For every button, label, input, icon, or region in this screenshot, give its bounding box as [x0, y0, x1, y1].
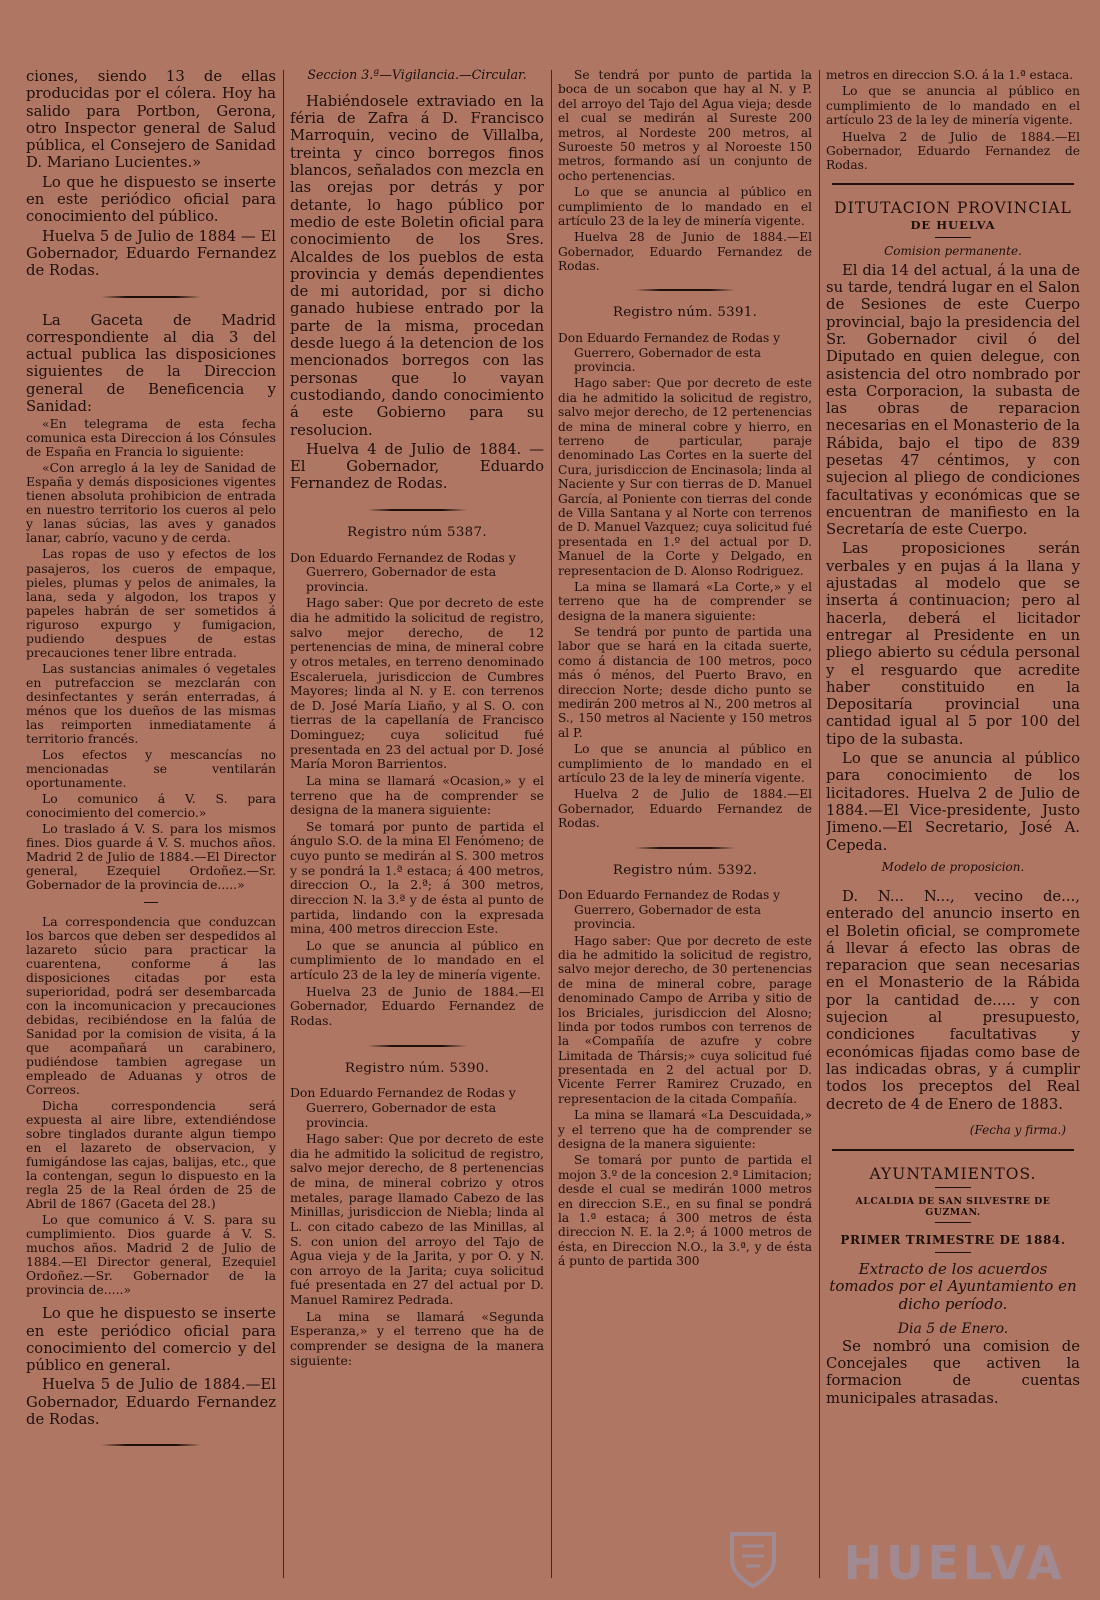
column-1	[26, 68, 276, 1580]
alcaldia-title: ALCALDIA DE SAN SILVESTRE DE GUZMAN.	[855, 1196, 1051, 1219]
paragraph: Las sustancias animales ó vegetales en putrefaccion se mezclarán con desinfectantes y serán enterradas, á ménos que los dueños de las mismas las reimporten inmediatamente á territorio francés.	[26, 660, 276, 746]
short-rule	[935, 1187, 971, 1188]
column-rule-3	[819, 70, 820, 1578]
section-title: AYUNTAMIENTOS.	[869, 1165, 1037, 1183]
paragraph: Lo que se anuncia al público en cumplimiento de lo mandado en el artículo 23 de la ley de minería vigente.	[558, 742, 812, 785]
registro-title: Registro núm 5387.	[347, 524, 487, 540]
paragraph: Huelva 5 de Julio de 1884.—El Gobernador, Eduardo Fernandez de Rodas.	[26, 1376, 276, 1429]
extracto-heading: Extracto de los acuerdos tomados por el Ayuntamiento en dicho período.	[829, 1259, 1077, 1313]
paragraph: Se tendrá por punto de partida una labor que se hará en la citada suerte, como á distancia de 100 metros, poco más ó ménos, del Puerto Bravo, en direccion Norte; desde dicho punto se medirán 200 metros al N., 200 metros al S., 150 metros al Naciente y 150 metros al P.	[558, 625, 812, 740]
section-heading: Seccion 3.ª—Vigilancia.—Circular.	[307, 68, 527, 82]
paragraph: Habiéndosele extraviado en la féria de Zafra á D. Francisco Marroquin, vecino de Villalba, treinta y cinco borregos finos blancos, señalados con mezcla en las orejas por detrás y por detante, lo hago público por medio de este Boletin oficial para conocimiento de los Sres. Alcaldes de los pueblos de esta provincia y demás dependientes de mi autoridad, por si dicho ganado hubiese entrado por la parte de la misma, procedan desde luego á la detencion de los mencionados borregos con las personas que lo vayan custodiando, dando conocimiento á este Gobierno para su resolucion.	[290, 92, 544, 439]
paragraph: Los efectos y mescancías no mencionadas se ventilarán oportunamente.	[26, 746, 276, 790]
separator	[635, 847, 735, 849]
dash-separator	[144, 902, 158, 903]
shield-icon	[728, 1530, 778, 1590]
paragraph: «En telegrama de esta fecha comunica esta Direccion á los Cónsules de España en Francia lo siguiente:	[26, 416, 276, 460]
section-subtitle: DE HUELVA	[910, 218, 996, 233]
paragraph: Lo que se anuncia al público para conocimiento de los licitadores. Huelva 2 de Julio de 1884.—El Vice-presidente, Justo Jimeno.—El Secretario, José A. Cepeda.	[826, 750, 1080, 854]
separator	[101, 1444, 201, 1446]
separator	[367, 509, 467, 511]
paragraph: Lo que he dispuesto se inserte en este periódico oficial para conocimiento del público.	[26, 173, 276, 226]
paragraph: Huelva 28 de Junio de 1884.—El Gobernador, Eduardo Fernandez de Rodas.	[558, 230, 812, 274]
officer-line: Don Eduardo Fernandez de Rodas y Guerrero, Gobernador de esta provincia.	[558, 888, 781, 932]
paragraph: Hago saber: Que por decreto de este dia he admitido la solicitud de registro, salvo mejor derecho, de 30 pertenencias de mina de mineral cobre, parage denominado Campo de Arriba y sitio de los Briciales, jurisdiccion del Alosno; linda por todos rumbos con terrenos de la «Compañía de azufre y cobre Limitada de Thársis;» cuya solicitud fué presentada en 2 del actual por D. Vicente Ferrer Ramirez Cruzado, en representacion de la citada Compañía.	[558, 933, 812, 1106]
paragraph: La correspondencia que conduzcan los barcos que deben ser despedidos al lazareto súcio para practicar la cuarentena, conforme á las disposiciones citadas por esta superioridad, podrá ser desembarcada con la incomunicacion y precauciones debidas, recibiéndose en la falúa de Sanidad por la comision de visita, á la que acompañará un carabinero, pudiéndose tambien agregase un empleado de Aduanas y otros de Correos.	[26, 913, 276, 1098]
commission-label: Comision permanente.	[884, 243, 1022, 258]
paragraph: Lo comunico á V. S. para conocimiento del comercio.»	[26, 790, 276, 820]
paragraph: Hago saber: Que por decreto de este dia he admitido la solicitud de registro, salvo mejor derecho, de 12 pertenencias de mina de mineral cobre y hierro, en terreno de particular, paraje denominado Las Cortes en la suerte del Cura, jurisdiccion de Encinasola; linda al Naciente y Sur con tierras de D. Manuel García, al Poniente con tierras del conde de Villa Santana y al Norte con terrenos de D. Manuel Vazquez; cuya solicitud fué presentada en 1.º del actual por D. Manuel de la Corte y Delgado, en representacion de D. Alonso Rodriguez.	[558, 376, 812, 578]
registro-title: Registro núm. 5391.	[612, 305, 758, 321]
trimestre-title: PRIMER TRIMESTRE DE 1884.	[840, 1233, 1066, 1248]
column-rule-1	[283, 70, 284, 1578]
paragraph: Se tendrá por punto de partida la boca de un socabon que hay al N. y P. del arroyo del Tajo del Agua vieja; desde el cual se medirán al Sureste 200 metros, al Nordeste 200 metros, al Suroeste 50 metros y al Noroeste 150 metros, formando así un conjunto de ocho pertenencias.	[558, 68, 812, 183]
paragraph: D. N... N..., vecino de..., enterado del anuncio inserto en el Boletin oficial, se compromete á llevar á efecto las obras de reparacion que sean necesarias en el Monasterio de la Rábida por la cantidad de..... y con sujecion al presupuesto, condiciones facultativas y económicas fijadas como base de las indicadas obras, y á cumplir todos los preceptos del Real decreto de 4 de Enero de 1883.	[826, 887, 1080, 1113]
paragraph: Lo que se anuncia al público en cumplimiento de lo mandado en el artículo 23 de la ley de minería vigente.	[558, 185, 812, 228]
separator	[367, 1045, 467, 1047]
date-heading: Dia 5 de Enero.	[897, 1321, 1009, 1338]
short-rule	[935, 1222, 971, 1223]
paragraph: La mina se llamará «Segunda Esperanza,» y el terreno que ha de comprender se designa de la manera siguiente:	[290, 1308, 544, 1368]
paragraph: El dia 14 del actual, á la una de su tarde, tendrá lugar en el Salon de Sesiones de este Cuerpo provincial, bajo la presidencia del Sr. Gobernador civil ó del Diputado en quien delegue, con asistencia del otro nombrado por esta Corporacion, la subasta de las obras de reparacion necesarias en el Monasterio de la Rábida, bajo el tipo de 839 pesetas 47 céntimos, y con sujecion al pliego de condiciones facultativas y económicas que se encuentran de manifiesto en la Secretaría de este Cuerpo.	[826, 261, 1080, 539]
fecha-firma: (Fecha y firma.)	[969, 1122, 1066, 1137]
officer-line: Don Eduardo Fernandez de Rodas y Guerrero, Gobernador de esta provincia.	[558, 331, 781, 375]
column-3	[558, 68, 812, 1580]
paragraph: Se tomará por punto de partida el mojon 3.º de la concesion 2.ª Limitacion; desde el cual se medirán 1000 metros en direccion S.E., en su final se pondrá la 1.ª estaca; á 300 metros de ésta direccion N. E. la 2.ª; á 1000 metros de ésta, en Direccion N.O., la 3.ª, y de ésta á punto de partida 300	[558, 1153, 812, 1269]
modelo-label: Modelo de proposicion.	[881, 859, 1025, 874]
paragraph: Las proposiciones serán verbales y en pujas á la llana y ajustadas al modelo que se inserta á continuacion; pero al hacerla, deberá el licitador entregar al Presidente en un pliego abierto su cédula personal y el resguardo que acredite haber constituido en la Depositaría provincial una cantidad igual al 5 por 100 del tipo de la subasta.	[826, 540, 1080, 748]
paragraph: Lo que se anuncia al público en cumplimiento de lo mandado en el artículo 23 de la ley de minería vigente.	[290, 937, 544, 982]
registro-title: Registro núm. 5392.	[612, 862, 758, 878]
column-4	[826, 68, 1080, 1580]
section-rule	[832, 183, 1074, 185]
paragraph: La Gaceta de Madrid correspondiente al dia 3 del actual publica las disposiciones siguientes de la Direccion general de Beneficencia y Sanidad:	[26, 311, 276, 416]
paragraph: ciones, siendo 13 de ellas producidas por el cólera. Hoy ha salido para Portbon, Gerona, otro Inspector general de Salud pública, el Consejero de Sanidad D. Mariano Lucientes.»	[26, 68, 276, 172]
paragraph: «Con arreglo á la ley de Sanidad de España y demás disposiciones vigentes tienen absoluta prohibicion de entrada en nuestro territorio los cueros al pelo y lanas súcias, las aves y ganados lanar, cabrío, vacuno y de cerda.	[26, 460, 276, 546]
paragraph: Se tomará por punto de partida el ángulo S.O. de la mina El Fenómeno; de cuyo punto se medirán al S. 300 metros y se pondrá la 1.ª estaca; á 400 metros, direccion O., la 2.ª; á 300 metros, direccion N. la 3.ª y de ésta al punto de partida, lindando con la expresada mina, 400 metros direccion Este.	[290, 818, 544, 937]
column-2	[290, 68, 544, 1580]
paragraph: Huelva 5 de Julio de 1884 — El Gobernador, Eduardo Fernandez de Rodas.	[26, 227, 276, 280]
paragraph: Lo que se anuncia al público en cumplimiento de lo mandado en el artículo 23 de la ley de minería vigente.	[826, 84, 1080, 128]
paragraph: Lo que comunico á V. S. para su cumplimiento. Dios guarde á V. S. muchos años. Madrid 2 de Julio de 1884.—El Director general, Ezequiel Ordoñez.—Sr. Gobernador de la provincia de.....»	[26, 1212, 276, 1298]
officer-line: Don Eduardo Fernandez de Rodas y Guerrero, Gobernador de esta provincia.	[290, 549, 516, 594]
short-rule	[935, 1252, 971, 1253]
column-rule-2	[551, 70, 552, 1578]
paragraph: Se nombró una comision de Concejales que activen la formacion de cuentas municipales atrasadas.	[826, 1337, 1080, 1407]
separator	[635, 289, 735, 291]
paragraph: La mina se llamará «Ocasion,» y el terreno que ha de comprender se designa de la manera siguiente:	[290, 772, 544, 818]
separator	[101, 296, 201, 298]
paragraph: La mina se llamará «La Descuidada,» y el terreno que ha de comprender se designa de la manera siguiente:	[558, 1108, 812, 1152]
paragraph: Lo que he dispuesto se inserte en este periódico oficial para conocimiento del comercio y del público en general.	[26, 1305, 276, 1375]
paragraph: Lo traslado á V. S. para los mismos fines. Dios guarde á V. S. muchos años. Madrid 2 de Julio de 1884.—El Director general, Ezequiel Ordoñez.—Sr. Gobernador de la provincia de.....»	[26, 820, 276, 892]
registro-title: Registro núm. 5390.	[344, 1060, 490, 1076]
section-rule	[832, 1149, 1074, 1151]
paragraph: metros en direccion S.O. á la 1.ª estaca.	[826, 68, 1074, 82]
paragraph: Huelva 2 de Julio de 1884.—El Gobernador, Eduardo Fernandez de Rodas.	[558, 787, 812, 831]
paragraph: Hago saber: Que por decreto de este dia he admitido la solicitud de registro, salvo mejor derecho, de 12 pertenencias de mina, de mineral cobre y otros metales, en terreno denominado Escaleruela, jurisdiccion de Cumbres Mayores; linda al N. y E. con terrenos de D. José María Liaño, y al S. O. con tierras de la capellanía de Francisco Dominguez; cuya solicitud fué presentada en 23 del actual por D. José María Moron Barrientos.	[290, 595, 544, 772]
paragraph: Huelva 4 de Julio de 1884. — El Gobernador, Eduardo Fernandez de Rodas.	[290, 440, 544, 493]
watermark-logo: HUELVA	[843, 1536, 1066, 1590]
paragraph: Dicha correspondencia será expuesta al aire libre, extendiéndose sobre tinglados durante algun tiempo en el lazareto de observacion, y fumigándose las cajas, balijas, etc., que la contengan, segun lo dispuesto en la regla 25 de la Real órden de 25 de Abril de 1867 (Gaceta del 28.)	[26, 1098, 276, 1212]
officer-line: Don Eduardo Fernandez de Rodas y Guerrero, Gobernador de esta provincia.	[290, 1085, 516, 1130]
paragraph: Las ropas de uso y efectos de los pasajeros, los cueros de empaque, pieles, plumas y pelos de animales, la lana, seda y algodon, los trapos y papeles habrán de ser sometidos á riguroso expurgo y fumigacion, pudiendo despues de estas precauciones tener libre entrada.	[26, 546, 276, 660]
short-rule	[935, 237, 971, 238]
paragraph: Hago saber: Que por decreto de este dia he admitido la solicitud de registro, salvo mejor derecho, de 8 pertenencias de mina, de mineral cobrizo y otros metales, parage llamado Cabezo de las Minillas, jurisdiccion de Niebla; linda al L. con citado cabezo de las Minillas, al S. con union del arroyo del Tajo de Agua vieja y de la Jarita, y por O. y N. con arroyo de la Jarita; cuya solicitud fué presentada en 27 del actual por D. Manuel Ramirez Pedrada.	[290, 1131, 544, 1308]
paragraph: Huelva 2 de Julio de 1884.—El Gobernador, Eduardo Fernandez de Rodas.	[826, 129, 1080, 173]
section-title: DITUTACION PROVINCIAL	[834, 198, 1072, 217]
paragraph: La mina se llamará «La Corte,» y el terreno que ha de comprender se designa de la manera siguiente:	[558, 579, 812, 623]
paragraph: Huelva 23 de Junio de 1884.—El Gobernador, Eduardo Fernandez de Rodas.	[290, 983, 544, 1028]
